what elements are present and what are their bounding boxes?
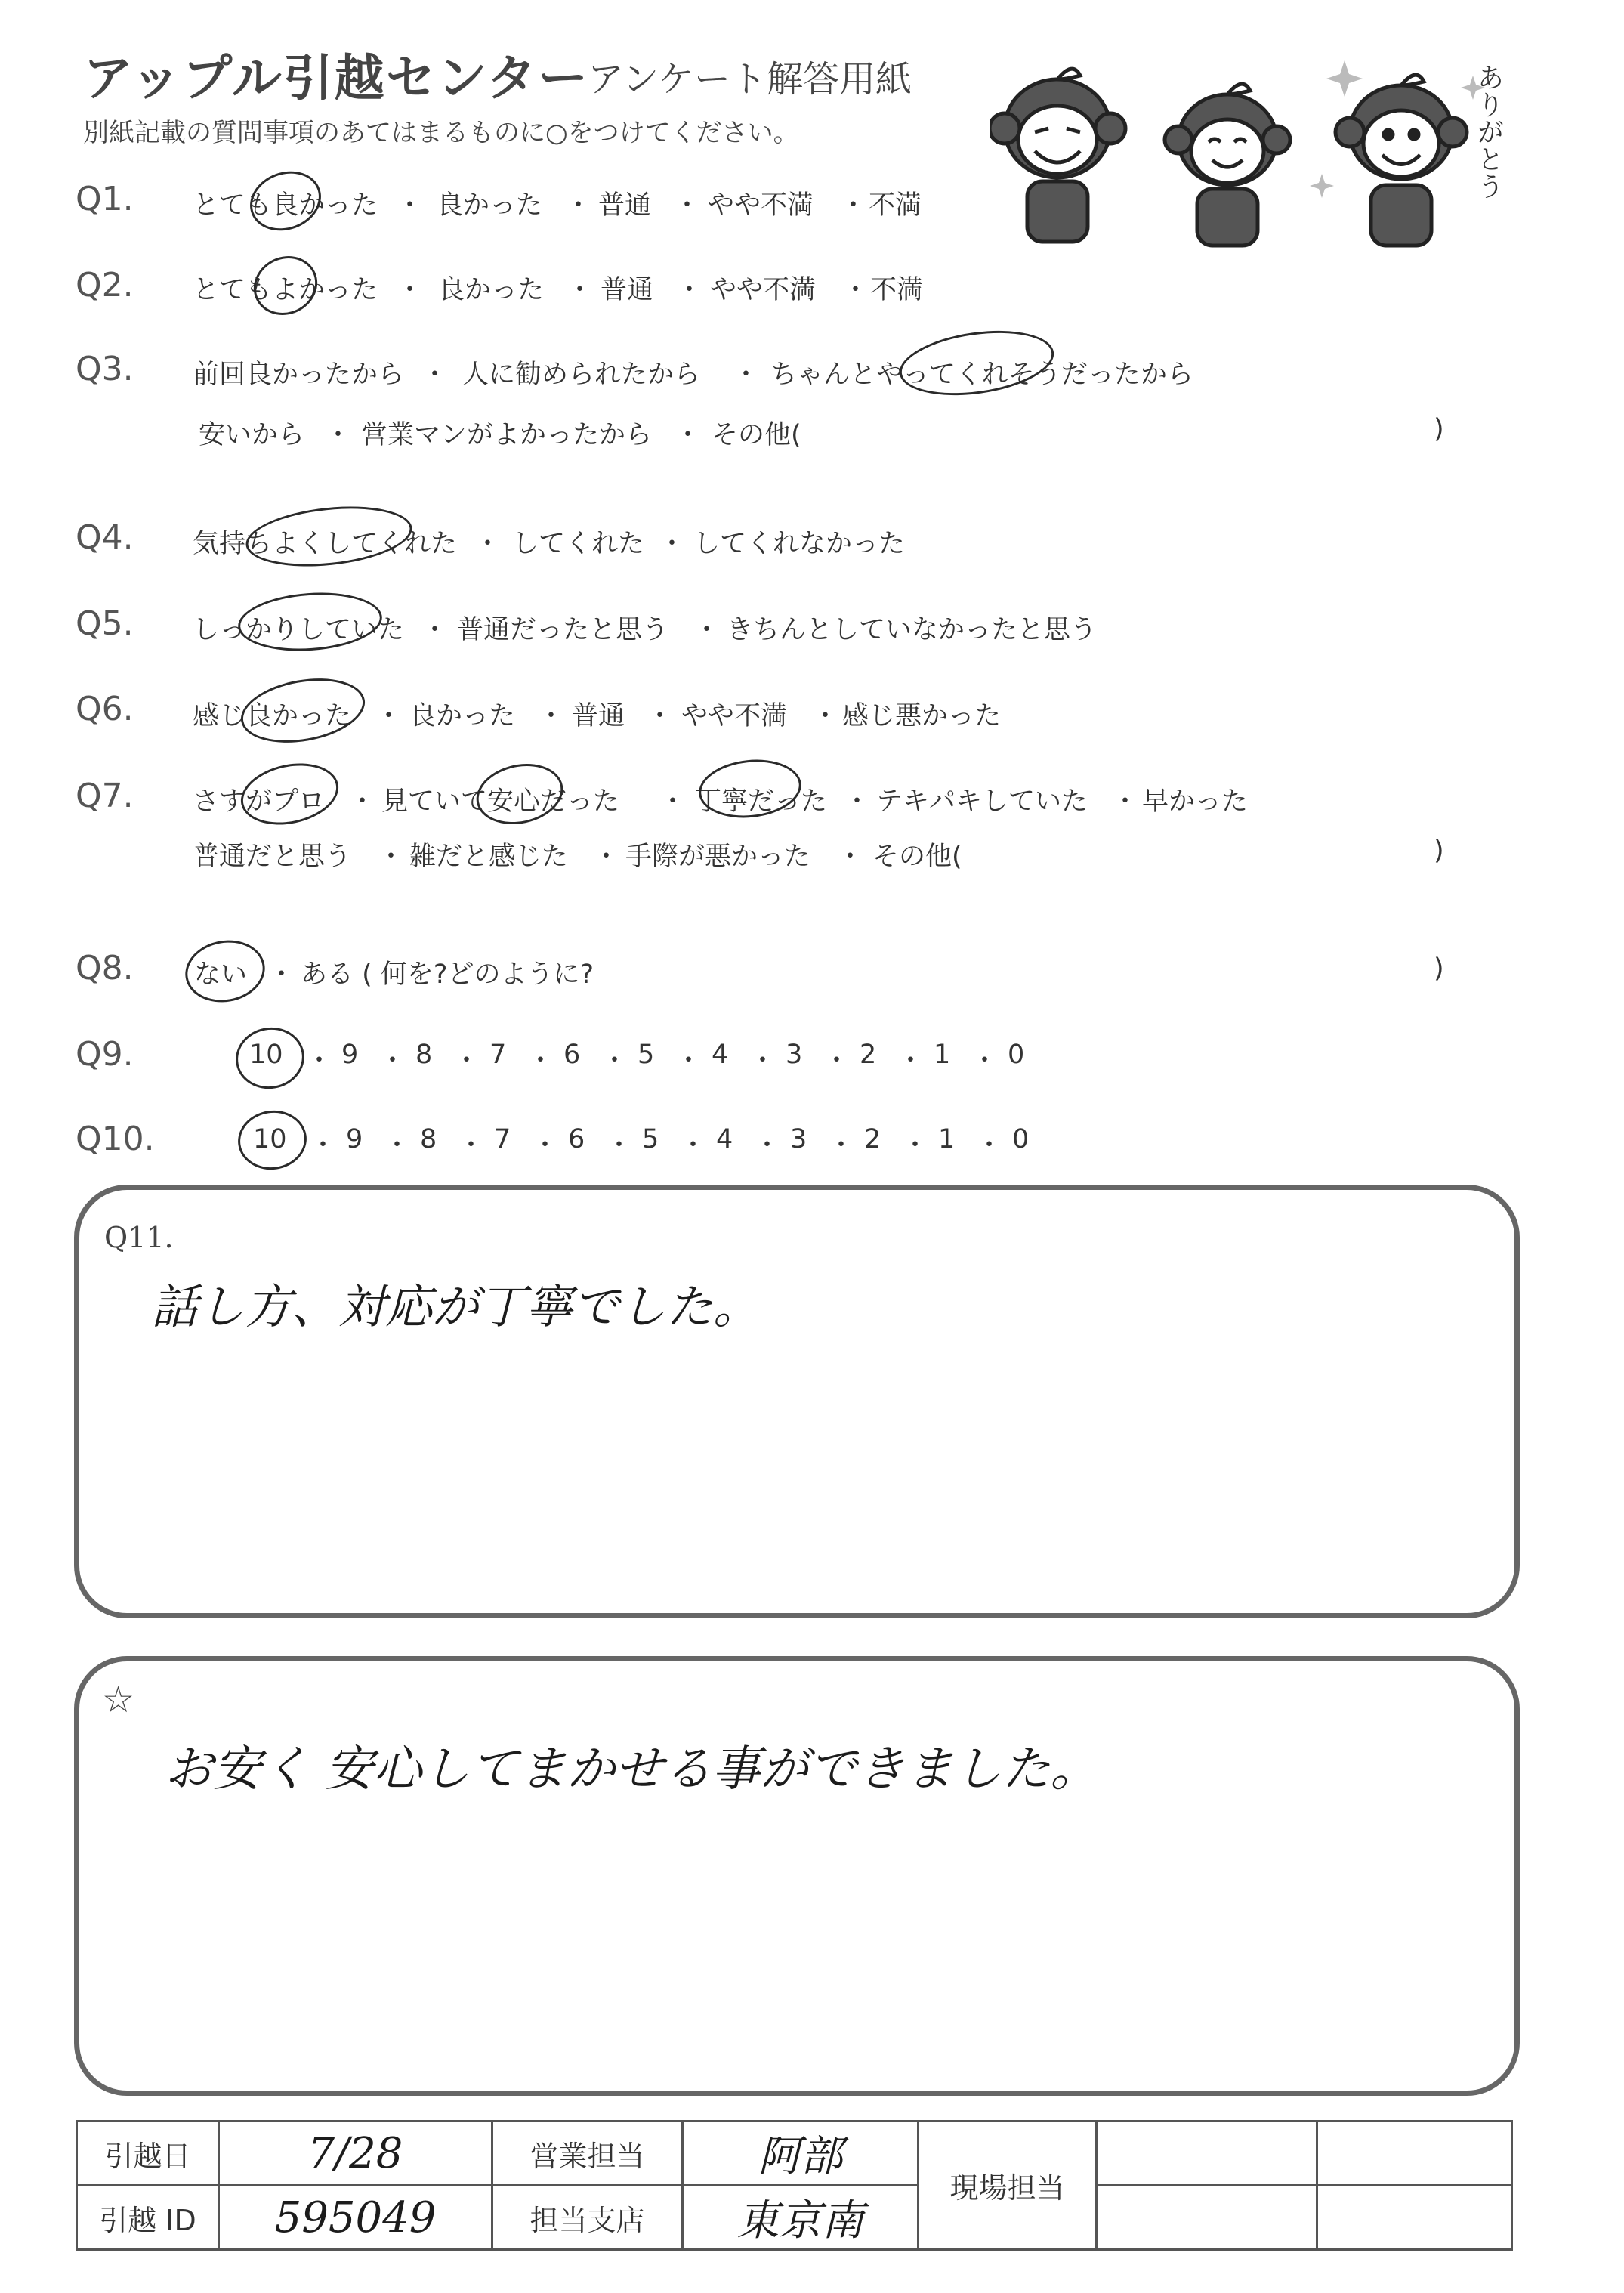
separator: ・ [897, 1046, 925, 1076]
footer-info-table [76, 2120, 1513, 2251]
q7-option-1[interactable]: さすがプロ [193, 786, 326, 817]
q2-option-4[interactable]: やや不満 [710, 275, 817, 305]
separator: ・ [733, 360, 760, 390]
q7-option-9[interactable]: その他( [872, 842, 962, 872]
separator: ・ [1112, 786, 1139, 817]
q6-option-2[interactable]: 良かった [409, 701, 516, 731]
q7-selection-circle-1 [235, 755, 344, 833]
form-title: アンケート解答用紙 [588, 58, 912, 100]
q1-option-1[interactable]: とても良かった [193, 190, 378, 221]
additional-comment-box[interactable] [74, 1656, 1520, 2096]
q8-close-paren: ) [1434, 953, 1444, 984]
q3-option-2[interactable]: 人に勧められたから [462, 360, 701, 390]
separator: ・ [397, 275, 424, 305]
q10-score-3[interactable]: 3 [790, 1124, 807, 1154]
sales-staff-value[interactable]: 阿部 [683, 2121, 919, 2186]
separator: ・ [527, 1046, 554, 1076]
q5-label: Q5. [76, 604, 134, 643]
q2-label: Q2. [76, 266, 134, 304]
separator: ・ [840, 190, 867, 221]
q10-score-0[interactable]: 0 [1012, 1124, 1030, 1154]
q10-score-10[interactable]: 10 [253, 1124, 287, 1154]
q6-option-4[interactable]: やや不満 [681, 701, 788, 731]
separator: ・ [378, 842, 405, 872]
q3-label: Q3. [76, 350, 134, 388]
separator: ・ [976, 1130, 1003, 1160]
q9-score-0[interactable]: 0 [1008, 1040, 1025, 1070]
separator: ・ [593, 842, 620, 872]
q1-option-5[interactable]: 不満 [869, 190, 922, 221]
separator: ・ [659, 529, 686, 559]
separator: ・ [844, 786, 871, 817]
separator: ・ [675, 420, 702, 450]
separator: ・ [268, 960, 295, 990]
q11-comment-box[interactable] [74, 1185, 1520, 1618]
field-staff-label: 現場担当 [919, 2121, 1097, 2250]
separator: ・ [325, 420, 352, 450]
separator: ・ [375, 701, 403, 731]
q7-option-8[interactable]: 手際が悪かった [625, 842, 811, 872]
q8-option-1[interactable]: ない [194, 960, 248, 990]
q4-selection-circle [243, 499, 415, 574]
separator: ・ [421, 360, 449, 390]
separator: ・ [971, 1046, 999, 1076]
q11-label: Q11. [104, 1221, 174, 1254]
q9-score-5[interactable]: 5 [638, 1040, 655, 1070]
q10-score-2[interactable]: 2 [864, 1124, 881, 1154]
separator: ・ [659, 786, 687, 817]
separator: ・ [837, 842, 864, 872]
q9-score-4[interactable]: 4 [712, 1040, 729, 1070]
q10-score-5[interactable]: 5 [642, 1124, 659, 1154]
q5-option-3[interactable]: きちんとしていなかったと思う [727, 615, 1098, 645]
q1-option-4[interactable]: やや不満 [708, 190, 814, 221]
separator: ・ [828, 1130, 855, 1160]
q6-option-3[interactable]: 普通 [572, 701, 625, 731]
separator: ・ [306, 1046, 333, 1076]
q7-option-3[interactable]: 丁寧だった [695, 786, 828, 817]
q7-option-6[interactable]: 普通だと思う [193, 842, 352, 872]
q2-option-2[interactable]: 良かった [438, 275, 545, 305]
q6-option-1[interactable]: 感じ良かった [193, 701, 352, 731]
q9-score-9[interactable]: 9 [341, 1040, 359, 1070]
q7-option-4[interactable]: テキパキしていた [876, 786, 1088, 817]
q9-score-2[interactable]: 2 [860, 1040, 877, 1070]
q10-score-4[interactable]: 4 [716, 1124, 733, 1154]
monkey-mascot-illustration [990, 45, 1503, 257]
branch-label: 担当支店 [492, 2186, 683, 2250]
q9-score-10[interactable]: 10 [249, 1040, 283, 1070]
move-date-label: 引越日 [77, 2121, 219, 2186]
separator: ・ [902, 1130, 929, 1160]
q4-option-3[interactable]: してくれなかった [693, 529, 906, 559]
separator: ・ [749, 1046, 776, 1076]
move-id-label: 引越 ID [77, 2186, 219, 2250]
separator: ・ [823, 1046, 851, 1076]
q3-selection-circle [895, 322, 1057, 404]
q7-close-paren: ) [1434, 836, 1444, 866]
branch-value[interactable]: 東京南 [683, 2186, 919, 2250]
q9-label: Q9. [76, 1035, 134, 1074]
separator: ・ [421, 615, 449, 645]
q6-option-5[interactable]: 感じ悪かった [842, 701, 1002, 731]
separator: ・ [453, 1046, 480, 1076]
q4-option-2[interactable]: してくれた [512, 529, 645, 559]
q9-score-8[interactable]: 8 [415, 1040, 433, 1070]
separator: ・ [693, 615, 721, 645]
q7-label: Q7. [76, 777, 134, 815]
q1-label: Q1. [76, 180, 134, 218]
q11-handwritten-response: 話し方、対応が丁寧でした。 [151, 1279, 761, 1334]
separator: ・ [565, 190, 592, 221]
separator: ・ [458, 1130, 485, 1160]
q10-score-9[interactable]: 9 [346, 1124, 363, 1154]
q6-selection-circle [236, 669, 370, 752]
q5-option-2[interactable]: 普通だったと思う [457, 615, 669, 645]
q3-option-5[interactable]: 営業マンがよかったから [361, 420, 653, 450]
q9-selection-circle [231, 1022, 310, 1095]
sales-staff-label: 営業担当 [492, 2121, 683, 2186]
separator: ・ [397, 190, 424, 221]
q4-option-1[interactable]: 気持ちよくしてくれた [193, 529, 458, 559]
separator: ・ [606, 1130, 633, 1160]
q10-label: Q10. [76, 1120, 155, 1158]
q10-score-7[interactable]: 7 [494, 1124, 511, 1154]
instruction-text: 別紙記載の質問事項のあてはまるものに○をつけてください。 [83, 118, 799, 148]
q3-option-4[interactable]: 安いから [199, 420, 305, 450]
q6-label: Q6. [76, 690, 134, 728]
q7-selection-circle-2 [471, 756, 569, 832]
field-staff-cell-1[interactable] [1097, 2121, 1317, 2186]
separator: ・ [812, 701, 839, 731]
separator: ・ [349, 786, 376, 817]
q10-score-1[interactable]: 1 [938, 1124, 956, 1154]
move-id-value[interactable]: 595049 [219, 2186, 492, 2250]
q3-option-1[interactable]: 前回良かったから [193, 360, 405, 390]
separator: ・ [379, 1046, 406, 1076]
separator: ・ [532, 1130, 559, 1160]
q10-score-8[interactable]: 8 [420, 1124, 437, 1154]
q7-option-2[interactable]: 見ていて安心だった [381, 786, 620, 817]
q2-option-3[interactable]: 普通 [601, 275, 654, 305]
q7-option-7[interactable]: 雑だと感じた [409, 842, 569, 872]
field-staff-cell-2[interactable] [1317, 2121, 1512, 2186]
q9-score-6[interactable]: 6 [563, 1040, 581, 1070]
q9-score-7[interactable]: 7 [489, 1040, 507, 1070]
q8-label: Q8. [76, 949, 134, 987]
q10-selection-circle [234, 1106, 310, 1174]
separator: ・ [310, 1130, 337, 1160]
separator: ・ [675, 1046, 702, 1076]
q2-selection-circle [244, 246, 327, 325]
q1-selection-circle [242, 162, 329, 240]
field-staff-cell-4[interactable] [1317, 2186, 1512, 2250]
move-date-value[interactable]: 7/28 [219, 2121, 492, 2186]
q2-option-1[interactable]: とてもよかった [193, 275, 378, 305]
q8-selection-circle [181, 934, 270, 1008]
q9-score-1[interactable]: 1 [934, 1040, 951, 1070]
separator: ・ [384, 1130, 411, 1160]
q3-close-paren: ) [1434, 414, 1444, 444]
star-icon: ☆ [102, 1679, 135, 1721]
field-staff-cell-3[interactable] [1097, 2186, 1317, 2250]
separator: ・ [647, 701, 674, 731]
separator: ・ [538, 701, 565, 731]
separator: ・ [567, 275, 594, 305]
q2-option-5[interactable]: 不満 [870, 275, 924, 305]
separator: ・ [842, 275, 869, 305]
q8-option-2[interactable]: ある ( 何を?どのように? [301, 960, 594, 990]
q10-score-6[interactable]: 6 [568, 1124, 585, 1154]
separator: ・ [680, 1130, 707, 1160]
separator: ・ [674, 190, 701, 221]
q1-option-3[interactable]: 普通 [598, 190, 652, 221]
q9-score-3[interactable]: 3 [786, 1040, 803, 1070]
q4-label: Q4. [76, 518, 134, 557]
separator: ・ [754, 1130, 781, 1160]
company-title: アップル引越センター [83, 49, 590, 107]
separator: ・ [474, 529, 502, 559]
thanks-vertical-text: ありがとう [1473, 63, 1504, 199]
q1-option-2[interactable]: 良かった [437, 190, 543, 221]
separator: ・ [676, 275, 703, 305]
separator: ・ [601, 1046, 628, 1076]
star-handwritten-response: お安く 安心してまかせる事ができました。 [165, 1741, 1099, 1797]
q7-option-5[interactable]: 早かった [1142, 786, 1249, 817]
q5-option-1[interactable]: しっかりしていた [193, 615, 405, 645]
q3-option-3[interactable]: ちゃんとやってくれそうだったから [770, 360, 1194, 390]
q3-option-6[interactable]: その他( [712, 420, 801, 450]
